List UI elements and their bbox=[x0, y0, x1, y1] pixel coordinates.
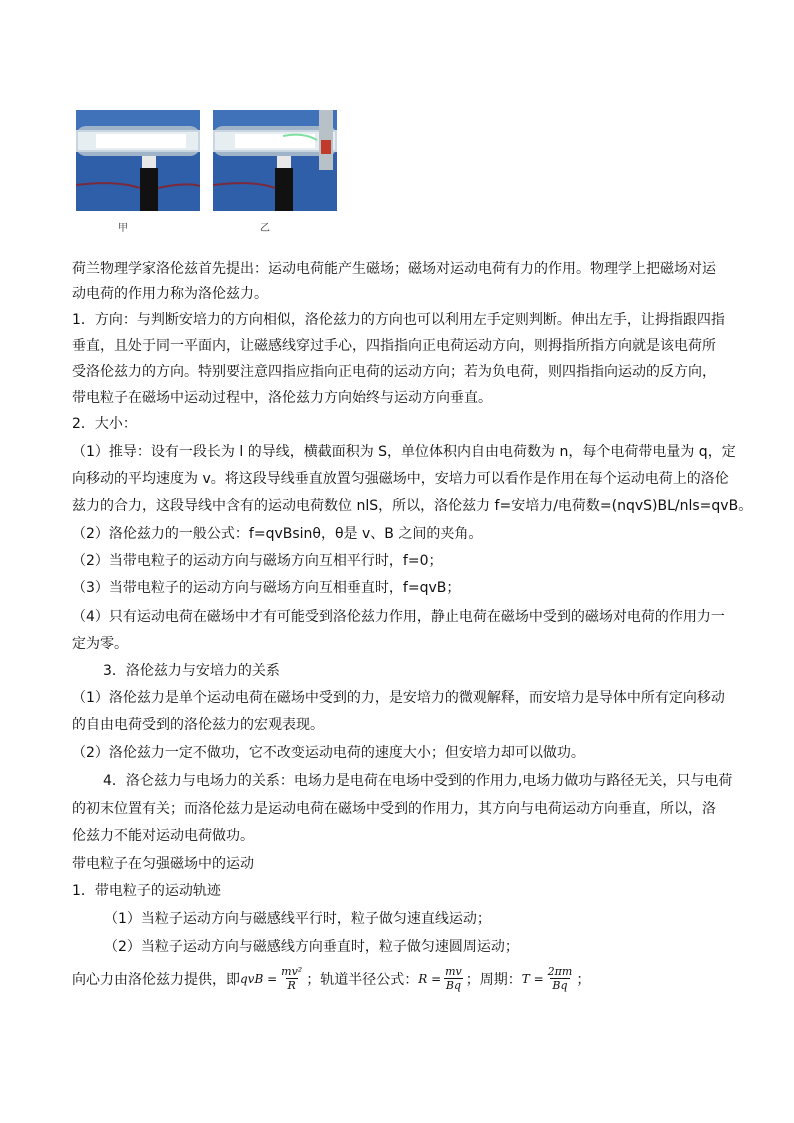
static-charge-line-2: 定为零。 bbox=[72, 636, 128, 652]
derivation-line-3: 兹力的合力，这段导线中含有的运动电荷数位 nlS，所以，洛伦兹力 f=安培力/电荷数=(nqvS)BL/nls=qvB。 bbox=[72, 498, 753, 514]
derivation-line-1: （1）推导：设有一段长为 l 的导线，横截面积为 S，单位体积内自由电荷数为 n，每个电荷带电量为 q，定 bbox=[72, 444, 736, 460]
direction-line-2: 垂直，且处于同一平面内，让磁感线穿过手心，四指指向正电荷运动方向，则拇指所指方向就是该电荷所 bbox=[72, 338, 716, 354]
formula-tail: ； bbox=[576, 971, 591, 988]
derivation-line-2: 向移动的平均速度为 v。将这段导线垂直放置匀强磁场中，安培力可以看作是作用在每个运动电荷上的洛伦 bbox=[72, 471, 729, 487]
magnitude-heading: 2．大小： bbox=[72, 416, 137, 432]
centripetal-formula-line bbox=[72, 965, 590, 992]
intro-line-2: 动电荷的作用力称为洛伦兹力。 bbox=[72, 286, 268, 302]
ampere-relation-line-1: （1）洛伦兹力是单个运动电荷在磁场中受到的力，是安培力的微观解释，而安培力是导体中所有定向移动 bbox=[72, 690, 725, 706]
photo-jia bbox=[76, 110, 200, 211]
radius-label-text: ；轨道半径公式： bbox=[306, 971, 419, 988]
radius-equation-lhs: R = bbox=[418, 971, 442, 986]
intro-line-1: 荷兰物理学家洛伦兹首先提出：运动电荷能产生磁场；磁场对运动电荷有力的作用。物理学上把磁场对运 bbox=[72, 261, 716, 277]
trajectory-case-2: （2）当粒子运动方向与磁感线方向垂直时，粒子做匀速圆周运动； bbox=[104, 939, 519, 955]
ampere-relation-line-2: 的自由电荷受到的洛伦兹力的宏观表现。 bbox=[72, 717, 324, 733]
trajectory-case-1: （1）当粒子运动方向与磁感线平行时，粒子做匀速直线运动； bbox=[104, 911, 491, 927]
electric-force-line-2: 的初末位置有关；而洛伦兹力是运动电荷在磁场中受到的作用力，其方向与电荷运动方向垂直，所以，洛 bbox=[72, 801, 716, 817]
period-equation-denominator: Bq bbox=[552, 979, 568, 992]
force-equation-lhs: qvB = bbox=[240, 971, 278, 986]
period-equation-lhs: T = bbox=[521, 971, 544, 986]
uniform-field-heading: 带电粒子在匀强磁场中的运动 bbox=[72, 856, 254, 872]
period-label-text: ；周期： bbox=[465, 971, 522, 988]
radius-equation-numerator: mv bbox=[445, 965, 462, 978]
static-charge-line-1: （4）只有运动电荷在磁场中才有可能受到洛伦兹力作用，静止电荷在磁场中受到的磁场对电荷的作用力一 bbox=[72, 609, 725, 625]
parallel-case-line: （2）当带电粒子的运动方向与磁场方向互相平行时，f=0； bbox=[72, 553, 443, 569]
electric-force-line-1: 4．洛仑兹力与电场力的关系：电场力是电荷在电场中受到的作用力,电场力做功与路径无关，只与电荷 bbox=[103, 773, 733, 789]
period-equation-numerator: 2πm bbox=[547, 965, 573, 978]
perpendicular-case-line: （3）当带电粒子的运动方向与磁场方向互相垂直时，f=qvB； bbox=[72, 580, 461, 596]
force-equation-denominator: R bbox=[287, 979, 296, 992]
formula-lead-text: 向心力由洛伦兹力提供，即 bbox=[72, 971, 240, 988]
figure-caption-jia: 甲 bbox=[118, 223, 128, 234]
force-equation-numerator: mv² bbox=[281, 965, 303, 978]
ampere-relation-line-3: （2）洛伦兹力一定不做功，它不改变运动电荷的速度大小；但安培力却可以做功。 bbox=[72, 745, 585, 761]
trajectory-heading: 1．带电粒子的运动轨迹 bbox=[72, 883, 221, 899]
force-equation-fraction bbox=[279, 965, 304, 992]
electric-force-line-3: 伦兹力不能对运动电荷做功。 bbox=[72, 828, 254, 844]
direction-line-3: 受洛伦兹力的方向。特别要注意四指应指向正电荷的运动方向；若为负电荷，则四指指向运动的反方向， bbox=[72, 364, 716, 380]
photo-yi bbox=[213, 110, 337, 211]
radius-equation-denominator: Bq bbox=[445, 979, 462, 992]
figure-caption-yi: 乙 bbox=[260, 223, 270, 234]
section-3-heading: 3．洛伦兹力与安培力的关系 bbox=[103, 663, 280, 679]
period-equation-fraction bbox=[546, 965, 575, 992]
radius-equation-fraction bbox=[443, 965, 464, 992]
general-formula-line: （2）洛伦兹力的一般公式：f=qvBsinθ，θ是 v、B 之间的夹角。 bbox=[72, 526, 483, 542]
direction-line-4: 带电粒子在磁场中运动过程中，洛伦兹力方向始终与运动方向垂直。 bbox=[72, 390, 492, 406]
direction-line-1: 1．方向：与判断安培力的方向相似，洛伦兹力的方向也可以利用左手定则判断。伸出左手，让拇指跟四指 bbox=[72, 312, 725, 328]
